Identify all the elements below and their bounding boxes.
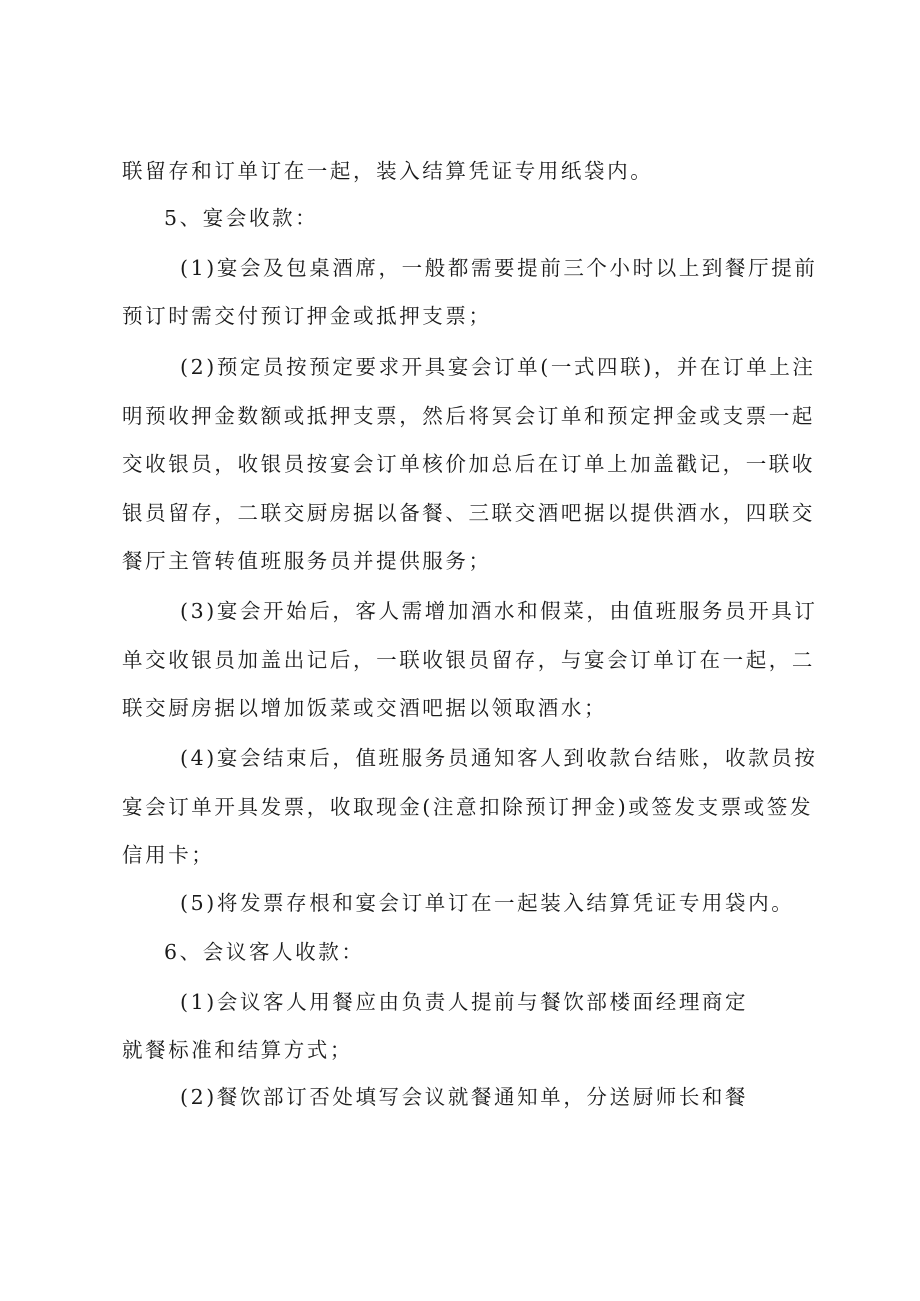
text-line: 信用卡； bbox=[122, 843, 215, 867]
section-heading: 6、会议客人收款： bbox=[164, 940, 365, 964]
text-line: 银员留存，二联交厨房据以备餐、三联交酒吧据以提供酒水，四联交 bbox=[122, 501, 815, 525]
text-line: 明预收押金数额或抵押支票，然后将冥会订单和预定押金或支票一起 bbox=[122, 404, 815, 428]
text-line: 联留存和订单订在一起，装入结算凭证专用纸袋内。 bbox=[122, 159, 654, 183]
text-line: 就餐标准和结算方式； bbox=[122, 1038, 353, 1062]
text-line: 联交厨房据以增加饭菜或交酒吧据以领取酒水； bbox=[122, 696, 608, 720]
text-line: (5)将发票存根和宴会订单订在一起装入结算凭证专用袋内。 bbox=[180, 891, 795, 915]
text-line: 宴会订单开具发票，收取现金(注意扣除预订押金)或签发支票或签发 bbox=[122, 795, 814, 819]
text-line: 餐厅主管转值班服务员并提供服务； bbox=[122, 549, 492, 573]
text-line: (1)会议客人用餐应由负责人提前与餐饮部楼面经理商定 bbox=[180, 990, 749, 1014]
text-line: (1)宴会及包桌酒席，一般都需要提前三个小时以上到餐厅提前 bbox=[180, 256, 818, 280]
text-line: (2)餐饮部订否处填写会议就餐通知单，分送厨师长和餐 bbox=[180, 1085, 749, 1109]
section-heading: 5、宴会收款： bbox=[164, 206, 319, 230]
text-line: 预订时需交付预订押金或抵押支票； bbox=[122, 304, 492, 328]
text-line: (3)宴会开始后，客人需增加酒水和假菜，由值班服务员开具订 bbox=[180, 599, 818, 623]
text-line: 交收银员，收银员按宴会订单核价加总后在订单上加盖戳记，一联收 bbox=[122, 452, 815, 476]
text-line: (4)宴会结束后，值班服务员通知客人到收款台结账，收款员按 bbox=[180, 746, 818, 770]
text-line: 单交收银员加盖出记后，一联收银员留存，与宴会订单订在一起，二 bbox=[122, 648, 815, 672]
text-line: (2)预定员按预定要求开具宴会订单(一式四联)，并在订单上注 bbox=[180, 355, 816, 379]
